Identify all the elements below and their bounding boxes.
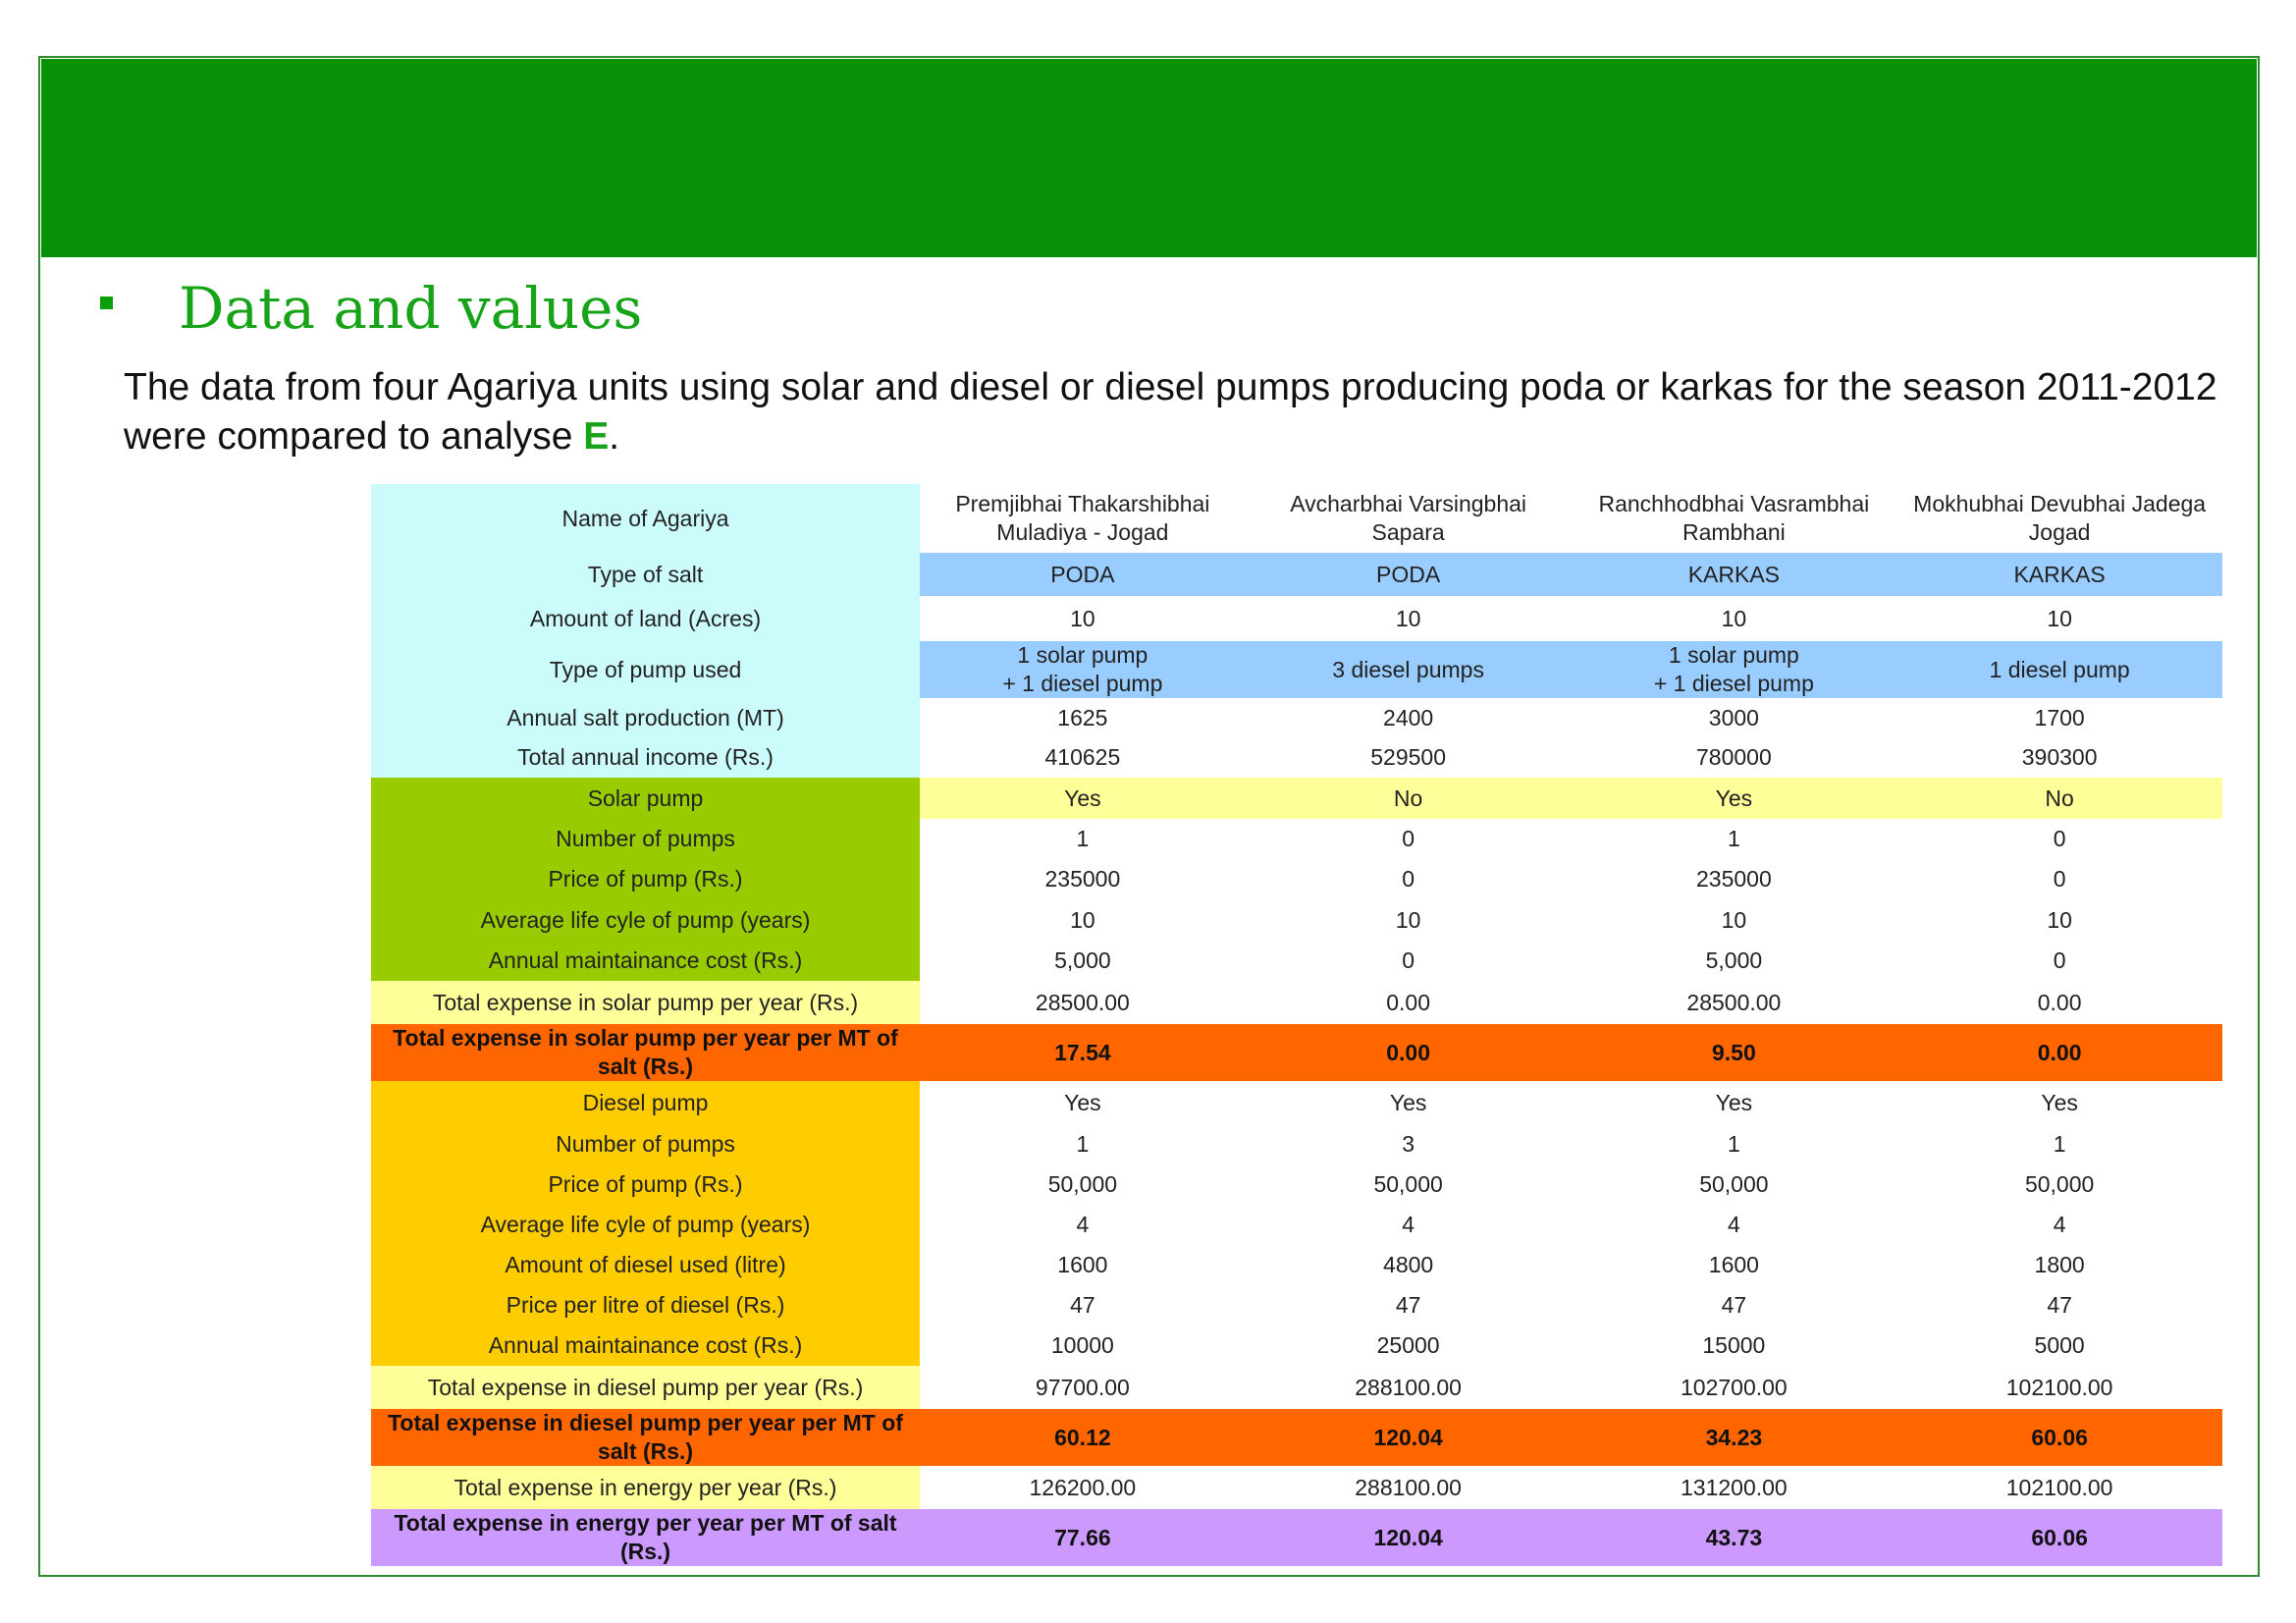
row-label: Total expense in energy per year (Rs.) (371, 1466, 920, 1509)
row-label: Average life cyle of pump (years) (371, 1205, 920, 1245)
table-row (371, 1245, 2222, 1285)
table-cell: 1 solar pump + 1 diesel pump (1572, 641, 1897, 698)
table-cell: Yes (1246, 1081, 1572, 1124)
table-row (371, 1325, 2222, 1366)
row-label: Total expense in diesel pump per year (Rs.) (371, 1366, 920, 1409)
row-label: Average life cyle of pump (years) (371, 899, 920, 941)
table-cell: 1600 (920, 1245, 1246, 1285)
row-label: Total expense in diesel pump per year per MT of salt (Rs.) (371, 1409, 920, 1466)
table-cell: 28500.00 (920, 981, 1246, 1024)
table-row (371, 698, 2222, 737)
table-cell: 120.04 (1246, 1409, 1572, 1466)
table-row (371, 553, 2222, 596)
table-cell: 50,000 (1246, 1164, 1572, 1205)
table-row (371, 1164, 2222, 1205)
table-cell: 131200.00 (1572, 1466, 1897, 1509)
table-cell: 9.50 (1572, 1024, 1897, 1081)
row-label: Price of pump (Rs.) (371, 1164, 920, 1205)
table-row (371, 819, 2222, 859)
table-cell: 1 (1896, 1124, 2222, 1164)
intro-emphasis: E (583, 415, 610, 458)
table-cell: Yes (1572, 1081, 1897, 1124)
table-cell: 47 (1246, 1285, 1572, 1325)
table-row (371, 1509, 2222, 1566)
table-cell: 47 (920, 1285, 1246, 1325)
table-cell: 60.06 (1896, 1409, 2222, 1466)
table-cell: 97700.00 (920, 1366, 1246, 1409)
table-cell: 50,000 (1572, 1164, 1897, 1205)
table-cell: Premjibhai Thakarshibhai Muladiya - Jogad (920, 484, 1246, 553)
table-cell: 25000 (1246, 1325, 1572, 1366)
table-cell: 1 (1572, 819, 1897, 859)
table-cell: 102700.00 (1572, 1366, 1897, 1409)
table-cell: 120.04 (1246, 1509, 1572, 1566)
table-cell: 10 (1896, 899, 2222, 941)
table-cell: 10 (1246, 596, 1572, 641)
table-cell: 235000 (1572, 859, 1897, 899)
table-cell: 10 (920, 596, 1246, 641)
table-row (371, 596, 2222, 641)
intro-paragraph (124, 363, 2224, 461)
table-row (371, 1285, 2222, 1325)
row-label: Total annual income (Rs.) (371, 737, 920, 778)
row-label: Solar pump (371, 778, 920, 819)
table-cell: 17.54 (920, 1024, 1246, 1081)
table-cell: 50,000 (1896, 1164, 2222, 1205)
comparison-table (371, 484, 2222, 1566)
table-cell: 126200.00 (920, 1466, 1246, 1509)
table-row (371, 899, 2222, 941)
bullet-icon (100, 297, 113, 309)
row-label: Number of pumps (371, 1124, 920, 1164)
table-cell: 288100.00 (1246, 1366, 1572, 1409)
table-cell: Yes (1896, 1081, 2222, 1124)
table-cell: KARKAS (1896, 553, 2222, 596)
row-label: Annual maintainance cost (Rs.) (371, 1325, 920, 1366)
table-cell: 10 (1246, 899, 1572, 941)
table-cell: 4 (920, 1205, 1246, 1245)
intro-end: . (609, 415, 620, 458)
row-label: Name of Agariya (371, 484, 920, 553)
table-row (371, 641, 2222, 698)
table-row (371, 1466, 2222, 1509)
table-cell: 47 (1572, 1285, 1897, 1325)
table-cell: 50,000 (920, 1164, 1246, 1205)
row-label: Total expense in solar pump per year per MT of salt (Rs.) (371, 1024, 920, 1081)
row-label: Total expense in solar pump per year (Rs.) (371, 981, 920, 1024)
table-cell: KARKAS (1572, 553, 1897, 596)
table-cell: 10 (1896, 596, 2222, 641)
table-cell: 1625 (920, 698, 1246, 737)
table-cell: 1800 (1896, 1245, 2222, 1285)
table-cell: 1 (920, 1124, 1246, 1164)
table-cell: 0 (1896, 941, 2222, 981)
table-cell: 5,000 (920, 941, 1246, 981)
table-cell: Yes (920, 778, 1246, 819)
table-cell: 390300 (1896, 737, 2222, 778)
table-cell: 0 (1246, 819, 1572, 859)
table-cell: 0.00 (1896, 1024, 2222, 1081)
table-cell: 4 (1896, 1205, 2222, 1245)
table-cell: PODA (920, 553, 1246, 596)
row-label: Diesel pump (371, 1081, 920, 1124)
table-row (371, 737, 2222, 778)
table-cell: 3000 (1572, 698, 1897, 737)
table-cell: 102100.00 (1896, 1466, 2222, 1509)
row-label: Price of pump (Rs.) (371, 859, 920, 899)
table-cell: 10 (920, 899, 1246, 941)
table-cell: 1 diesel pump (1896, 641, 2222, 698)
table-cell: 3 diesel pumps (1246, 641, 1572, 698)
table-cell: 15000 (1572, 1325, 1897, 1366)
table-cell: 3 (1246, 1124, 1572, 1164)
table-cell: 43.73 (1572, 1509, 1897, 1566)
table-row (371, 1205, 2222, 1245)
table-cell: 1 (1572, 1124, 1897, 1164)
table-row (371, 1081, 2222, 1124)
table-cell: 77.66 (920, 1509, 1246, 1566)
table-row (371, 1366, 2222, 1409)
table-cell: 0 (1246, 859, 1572, 899)
title-banner (41, 59, 2257, 257)
table-row (371, 981, 2222, 1024)
table-cell: 28500.00 (1572, 981, 1897, 1024)
table-cell: Yes (920, 1081, 1246, 1124)
table-cell: Avcharbhai Varsingbhai Sapara (1246, 484, 1572, 553)
table-cell: 10 (1572, 899, 1897, 941)
table-cell: 2400 (1246, 698, 1572, 737)
table-row (371, 859, 2222, 899)
table-cell: 5,000 (1572, 941, 1897, 981)
table-cell: 10000 (920, 1325, 1246, 1366)
table-row (371, 1124, 2222, 1164)
table-cell: 4 (1246, 1205, 1572, 1245)
table-cell: 34.23 (1572, 1409, 1897, 1466)
table-cell: Ranchhodbhai Vasrambhai Rambhani (1572, 484, 1897, 553)
table-cell: 1600 (1572, 1245, 1897, 1285)
table-cell: 60.06 (1896, 1509, 2222, 1566)
table-cell: 60.12 (920, 1409, 1246, 1466)
table-cell: 0.00 (1246, 1024, 1572, 1081)
table-cell: 5000 (1896, 1325, 2222, 1366)
table-cell: 410625 (920, 737, 1246, 778)
table-cell: PODA (1246, 553, 1572, 596)
table-cell: 1700 (1896, 698, 2222, 737)
row-label: Amount of diesel used (litre) (371, 1245, 920, 1285)
table-cell: 0 (1896, 819, 2222, 859)
table-cell: 0.00 (1896, 981, 2222, 1024)
table-row (371, 1409, 2222, 1466)
row-label: Price per litre of diesel (Rs.) (371, 1285, 920, 1325)
table-cell: 1 solar pump + 1 diesel pump (920, 641, 1246, 698)
table-cell: 4 (1572, 1205, 1897, 1245)
slide-heading: Data and values (179, 275, 643, 342)
table-row (371, 941, 2222, 981)
table-cell: 47 (1896, 1285, 2222, 1325)
table-cell: 4800 (1246, 1245, 1572, 1285)
table-cell: 1 (920, 819, 1246, 859)
table-cell: Yes (1572, 778, 1897, 819)
row-label: Annual salt production (MT) (371, 698, 920, 737)
table-cell: 288100.00 (1246, 1466, 1572, 1509)
table-cell: 10 (1572, 596, 1897, 641)
table-cell: 235000 (920, 859, 1246, 899)
row-label: Amount of land (Acres) (371, 596, 920, 641)
row-label: Annual maintainance cost (Rs.) (371, 941, 920, 981)
table-cell: 529500 (1246, 737, 1572, 778)
table-row (371, 778, 2222, 819)
table-cell: 780000 (1572, 737, 1897, 778)
table-cell: No (1246, 778, 1572, 819)
table-cell: 0 (1246, 941, 1572, 981)
table-cell: Mokhubhai Devubhai Jadega Jogad (1896, 484, 2222, 553)
table-row (371, 1024, 2222, 1081)
intro-text: The data from four Agariya units using solar and diesel or diesel pumps producing poda or karkas for the season 2011-2012 were compared to analyse (124, 366, 2217, 458)
table-cell: 0.00 (1246, 981, 1572, 1024)
row-label: Number of pumps (371, 819, 920, 859)
table-cell: 102100.00 (1896, 1366, 2222, 1409)
row-label: Type of salt (371, 553, 920, 596)
row-label: Type of pump used (371, 641, 920, 698)
row-label: Total expense in energy per year per MT of salt (Rs.) (371, 1509, 920, 1566)
table-row (371, 484, 2222, 553)
table-cell: No (1896, 778, 2222, 819)
table-cell: 0 (1896, 859, 2222, 899)
